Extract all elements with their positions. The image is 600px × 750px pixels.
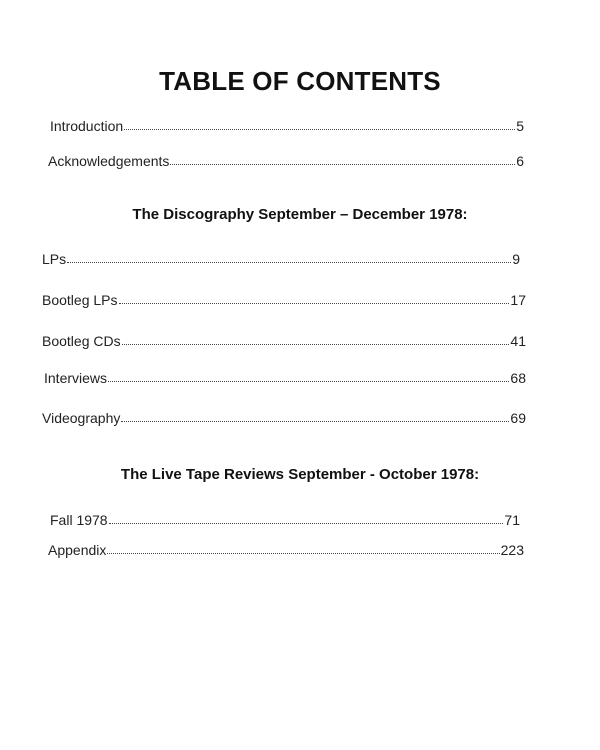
- toc-entry-appendix: [48, 542, 524, 558]
- dot-leader: [108, 380, 509, 382]
- dot-leader: [122, 343, 510, 345]
- toc-entry-page: 69: [510, 410, 526, 426]
- toc-entry-label: Interviews: [44, 370, 108, 386]
- toc-entry-page: 17: [510, 292, 526, 308]
- toc-entry-label: Fall 1978: [50, 512, 108, 528]
- toc-entry-page: 68: [510, 370, 526, 386]
- dot-leader: [121, 420, 509, 422]
- section-heading-live-tapes: The Live Tape Reviews September - October 1978:: [120, 466, 480, 483]
- toc-entry-label: Videography: [42, 410, 121, 426]
- dot-leader: [119, 302, 510, 304]
- dot-leader: [124, 128, 515, 130]
- toc-entry-label: Bootleg CDs: [42, 333, 121, 349]
- toc-entry-page: 9: [512, 251, 520, 267]
- page-title: TABLE OF CONTENTS: [159, 66, 441, 96]
- toc-entry-bootleg-lps: [42, 292, 526, 308]
- toc-entry-fall-1978: [50, 512, 520, 528]
- dot-leader: [109, 522, 504, 524]
- toc-entry-page: 41: [510, 333, 526, 349]
- toc-entry-acknowledgements: [48, 153, 524, 169]
- section-heading-discography: The Discography September – December 1978:: [132, 206, 468, 223]
- dot-leader: [170, 163, 515, 165]
- toc-entry-label: LPs: [42, 251, 67, 267]
- toc-entry-page: 71: [504, 512, 520, 528]
- toc-entry-page: 5: [516, 118, 524, 134]
- toc-entry-label: Bootleg LPs: [42, 292, 118, 308]
- toc-entry-page: 223: [500, 542, 524, 558]
- toc-entry-bootleg-cds: [42, 333, 526, 349]
- toc-entry-page: 6: [516, 153, 524, 169]
- toc-entry-interviews: [44, 370, 526, 386]
- dot-leader: [67, 261, 511, 263]
- toc-entry-label: Introduction: [50, 118, 124, 134]
- toc-entry-lps: [42, 251, 520, 267]
- toc-entry-label: Acknowledgements: [48, 153, 170, 169]
- toc-entry-label: Appendix: [48, 542, 107, 558]
- toc-entry-videography: [42, 410, 526, 426]
- dot-leader: [107, 552, 499, 554]
- toc-entry-introduction: [50, 118, 524, 134]
